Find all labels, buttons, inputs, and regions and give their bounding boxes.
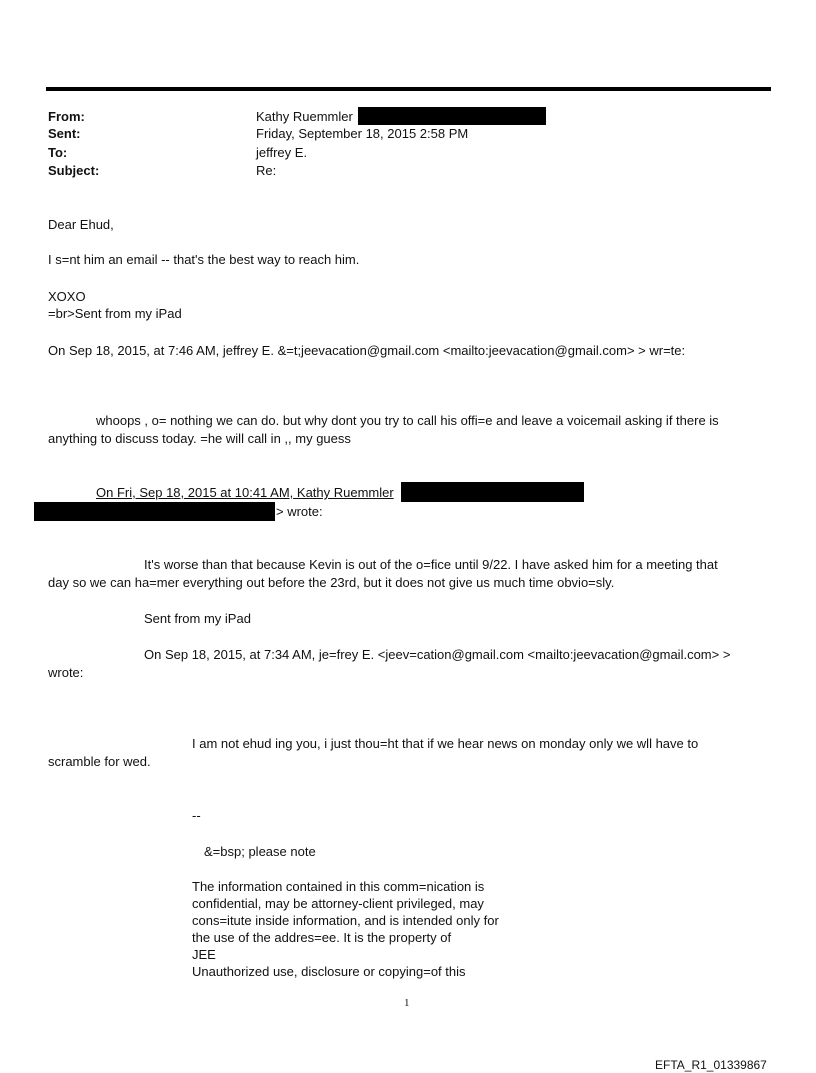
quoted-header-2: On Fri, Sep 18, 2015 at 10:41 AM, Kathy Ruemmler (96, 485, 394, 500)
from-label: From: (48, 109, 85, 124)
from-value: Kathy Ruemmler (256, 109, 353, 124)
disclaimer-line-6: Unauthorized use, disclosure or copying=of this (192, 964, 466, 979)
redaction-from-email (358, 107, 546, 125)
whoops-line-1: whoops , o= nothing we can do. but why dont you try to call his offi=e and leave a voicemail asking if there is (96, 413, 719, 428)
worse-line-1: It's worse than that because Kevin is out of the o=fice until 9/22. I have asked him for a meeting that (144, 557, 718, 572)
disclaimer-line-5: JEE (192, 947, 216, 962)
greeting: Dear Ehud, (48, 217, 114, 232)
to-value: jeffrey E. (256, 145, 308, 160)
document-id: EFTA_R1_01339867 (655, 1058, 767, 1072)
disclaimer-line-4: the use of the addres=ee. It is the property of (192, 930, 452, 945)
sent-from-ipad: =br>Sent from my iPad (48, 306, 182, 321)
to-label: To: (48, 145, 68, 160)
whoops-line-2: anything to discuss today. =he will call in ,, my guess (48, 431, 351, 446)
redaction-kathy-email-2 (34, 502, 275, 521)
ehud-line-1: I am not ehud ing you, i just thou=ht that if we hear news on monday only we wll have to (192, 736, 699, 751)
signature-dashes: -- (192, 808, 201, 823)
top-rule (46, 87, 771, 91)
reply-line: I s=nt him an email -- that's the best way to reach him. (48, 252, 360, 267)
wrote-line: wrote: (48, 665, 84, 680)
quoted-header-1: On Sep 18, 2015, at 7:46 AM, jeffrey E. &=t;jeevacation@gmail.com <mailto:jeevacation@gmail.com> > wr=te: (48, 343, 686, 358)
redaction-kathy-email-1 (401, 482, 584, 502)
disclaimer-line-1: The information contained in this comm=nication is (192, 879, 485, 894)
disclaimer-line-3: cons=itute inside information, and is intended only for (192, 913, 499, 928)
disclaimer-line-2: confidential, may be attorney-client privileged, may (192, 896, 484, 911)
please-note: &=bsp; please note (204, 844, 316, 859)
quoted-header-3: On Sep 18, 2015, at 7:34 AM, je=frey E. <jeev=cation@gmail.com <mailto:jeevacation@gmail.com> > (144, 647, 731, 662)
subject-value: Re: (256, 163, 277, 178)
wrote-close: > wrote: (276, 504, 323, 519)
sent-value: Friday, September 18, 2015 2:58 PM (256, 126, 469, 141)
sent-label: Sent: (48, 126, 81, 141)
ehud-line-2: scramble for wed. (48, 754, 151, 769)
worse-line-2: day so we can ha=mer everything out before the 23rd, but it does not give us much time obvio=sly. (48, 575, 615, 590)
page-number: 1 (404, 997, 410, 1009)
subject-label: Subject: (48, 163, 100, 178)
sent-from-ipad-2: Sent from my iPad (144, 611, 251, 626)
signoff: XOXO (48, 289, 86, 304)
